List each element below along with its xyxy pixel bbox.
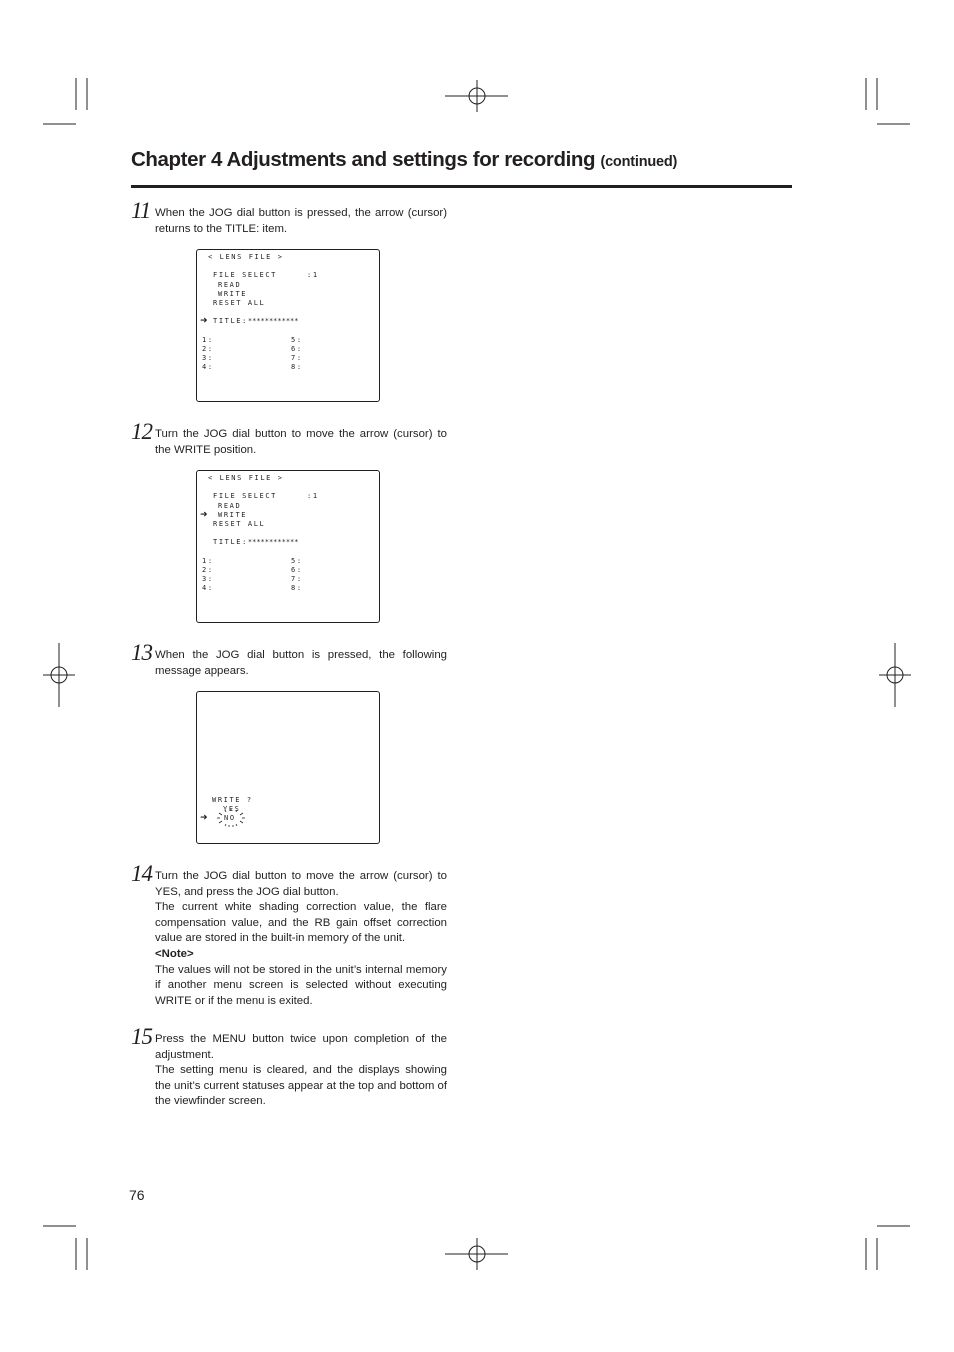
step-number-12: 12 <box>131 419 152 444</box>
step-paragraph: When the JOG dial button is pressed, the arrow (cursor) returns to the TITLE: item. <box>155 207 447 235</box>
slot-label: 7: <box>291 354 303 362</box>
menu-item-read: READ <box>218 281 242 289</box>
title-label: TITLE: <box>213 317 248 325</box>
menu-title: < LENS FILE > <box>208 474 284 482</box>
file-select-value: :1 <box>307 271 319 279</box>
title-value: ************ <box>247 538 299 546</box>
menu-item-file-select: FILE SELECT <box>213 271 277 279</box>
lens-file-menu-screen-title <box>196 249 380 402</box>
step-paragraph: When the JOG dial button is pressed, the following message appears. <box>155 649 447 677</box>
title-label: TITLE: <box>213 538 248 546</box>
menu-item-write: WRITE <box>218 290 248 298</box>
menu-item-title <box>213 538 298 546</box>
chapter-title: Chapter 4 Adjustments and settings for recording <box>131 148 596 171</box>
step-text-12 <box>155 427 447 458</box>
step-number-13: 13 <box>131 640 152 665</box>
slot-label: 1: <box>202 336 214 344</box>
step-paragraph: Press the MENU button twice upon completion of the adjustment. <box>155 1033 447 1061</box>
step-paragraph: Turn the JOG dial button to move the arrow (cursor) to the WRITE position. <box>155 428 447 456</box>
page-number: 76 <box>129 1187 145 1203</box>
slot-label: 3: <box>202 575 214 583</box>
write-confirm-screen <box>196 691 380 844</box>
heading-rule <box>131 185 792 188</box>
step-number-15: 15 <box>131 1024 152 1049</box>
step-number-11: 11 <box>131 198 151 223</box>
menu-item-reset-all: RESET ALL <box>213 299 266 307</box>
slot-label: 7: <box>291 575 303 583</box>
title-value: ************ <box>247 317 299 325</box>
slot-label: 5: <box>291 336 303 344</box>
chapter-heading <box>131 148 677 172</box>
slot-label: 6: <box>291 345 303 353</box>
menu-item-file-select: FILE SELECT <box>213 492 277 500</box>
step-text-14 <box>155 869 447 1009</box>
step-text-15 <box>155 1032 447 1110</box>
menu-item-reset-all: RESET ALL <box>213 520 266 528</box>
step-number-14: 14 <box>131 861 152 886</box>
cursor-arrow-icon: ➜ <box>200 510 208 520</box>
slot-label: 3: <box>202 354 214 362</box>
menu-item-title <box>213 317 298 325</box>
slot-label: 8: <box>291 584 303 592</box>
step-text-11 <box>155 206 447 237</box>
slot-label: 5: <box>291 557 303 565</box>
option-no: NO <box>224 814 236 822</box>
menu-title: < LENS FILE > <box>208 253 284 261</box>
slot-label: 4: <box>202 363 214 371</box>
lens-file-menu-screen-write <box>196 470 380 623</box>
continued-label: (continued) <box>600 154 678 170</box>
step-paragraph: The current white shading correction value, the flare compensation value, and the RB gain offset correction value are stored in the built-in memory of the unit. <box>155 901 447 945</box>
slot-label: 2: <box>202 345 214 353</box>
step-paragraph: The setting menu is cleared, and the displays showing the unit’s current statuses appear at the top and bottom of the viewfinder screen. <box>155 1064 447 1108</box>
menu-item-read: READ <box>218 502 242 510</box>
step-text-13 <box>155 648 447 679</box>
step-paragraph: Turn the JOG dial button to move the arrow (cursor) to YES, and press the JOG dial button. <box>155 870 447 898</box>
option-yes: YES <box>223 805 241 813</box>
slot-label: 8: <box>291 363 303 371</box>
slot-label: 1: <box>202 557 214 565</box>
write-prompt: WRITE ? <box>212 796 253 804</box>
slot-label: 4: <box>202 584 214 592</box>
cursor-arrow-icon: ➜ <box>200 813 208 823</box>
note-label: <Note> <box>155 947 194 960</box>
slot-label: 2: <box>202 566 214 574</box>
file-select-value: :1 <box>307 492 319 500</box>
slot-label: 6: <box>291 566 303 574</box>
menu-item-write: WRITE <box>218 511 248 519</box>
note-text: The values will not be stored in the unit’s internal memory if another menu screen is selected without executing WRITE or if the menu is exited. <box>155 963 447 1007</box>
cursor-arrow-icon: ➜ <box>200 316 208 326</box>
